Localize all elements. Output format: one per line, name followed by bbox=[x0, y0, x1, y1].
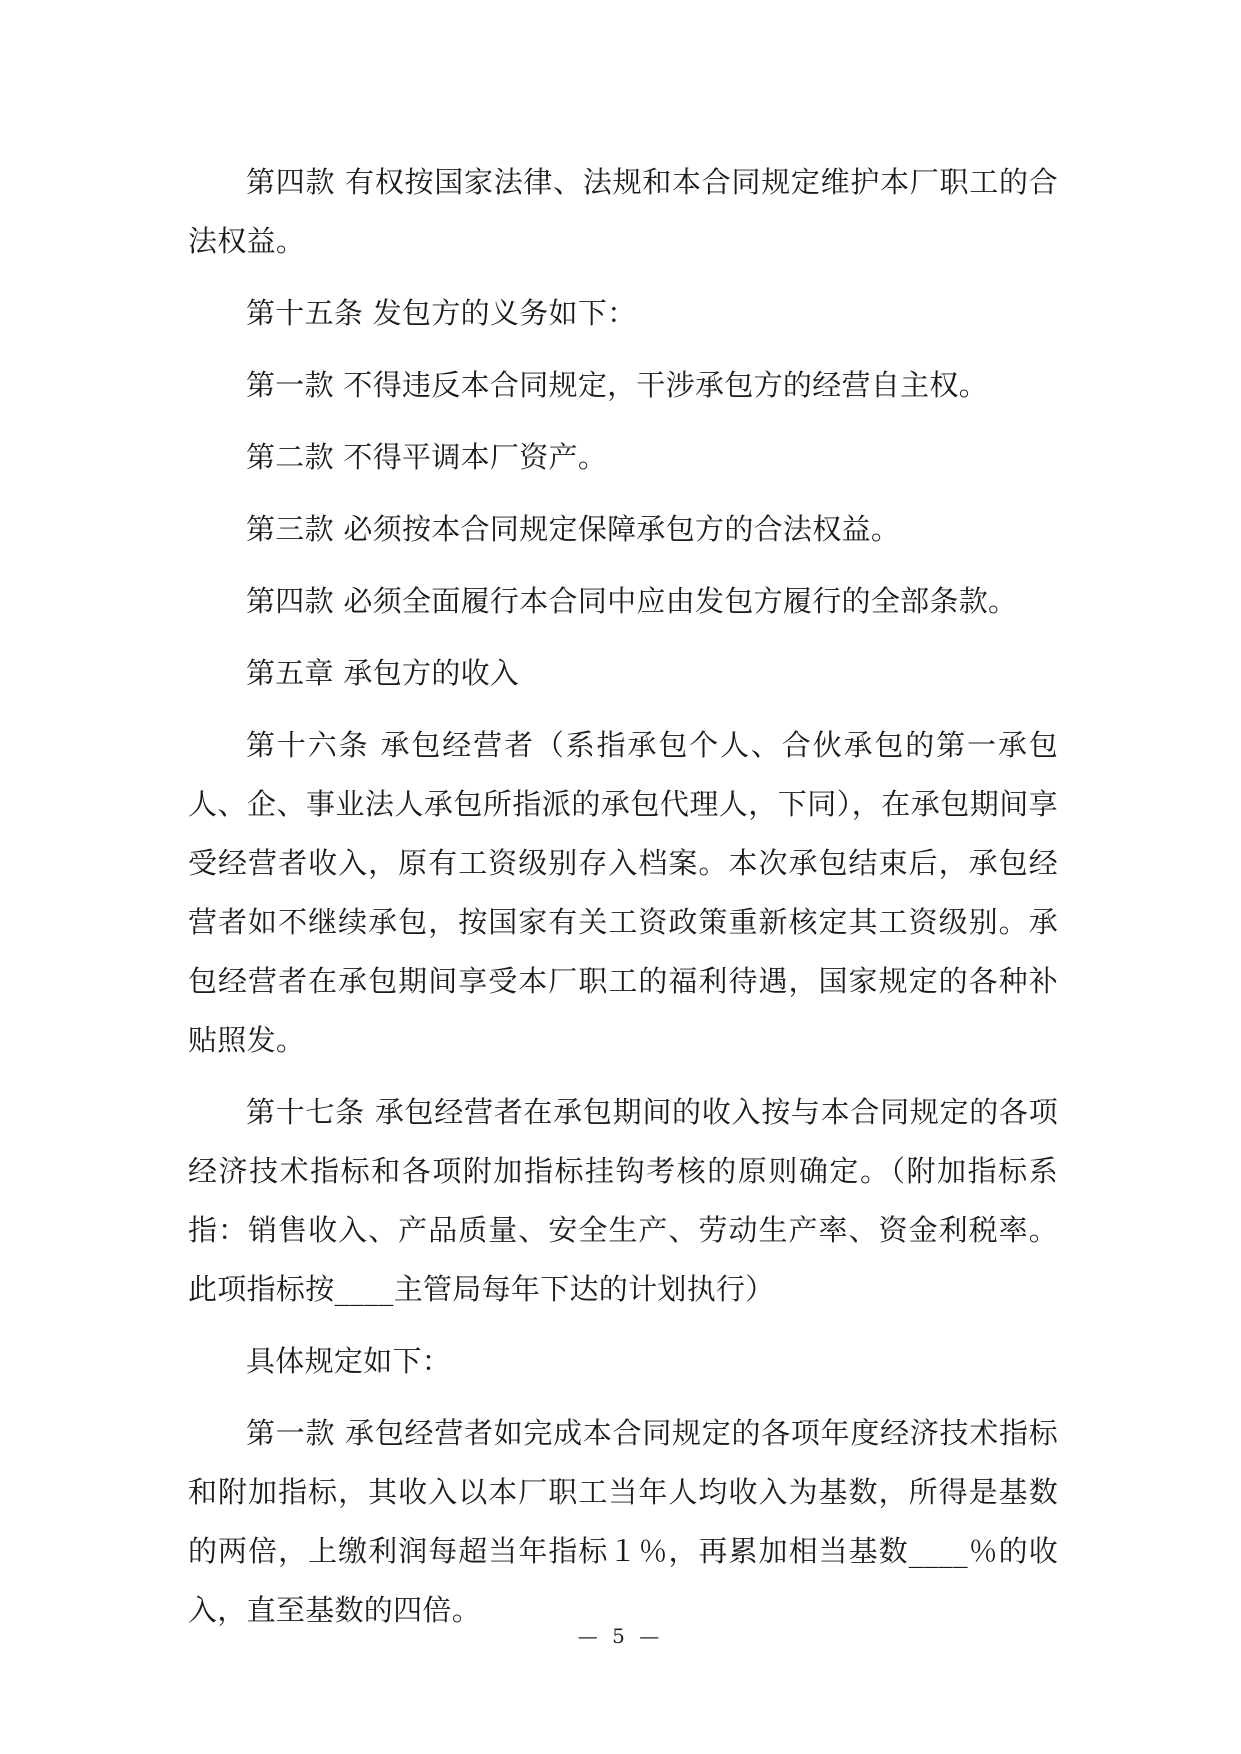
paragraph-clause-3: 第三款 必须按本合同规定保障承包方的合法权益。 bbox=[246, 512, 901, 546]
paragraph-article-17: 第十七条 承包经营者在承包期间的收入按与本合同规定的各项经济技术指标和各项附加指标挂钩考核的原则确定。（附加指标系指：销售收入、产品质量、安全生产、劳动生产率、资金利税率。此项指标按____主管局每年下达的计划执行） bbox=[188, 1095, 1058, 1306]
paragraph-clause-4-duties: 第四款 必须全面履行本合同中应由发包方履行的全部条款。 bbox=[246, 584, 1018, 618]
document-body bbox=[188, 153, 1058, 1653]
paragraph-specific-provisions: 具体规定如下： bbox=[246, 1344, 452, 1378]
paragraph-clause-2: 第二款 不得平调本厂资产。 bbox=[246, 440, 608, 474]
chapter-heading-5: 第五章 承包方的收入 bbox=[246, 656, 520, 690]
paragraph-article-15: 第十五条 发包方的义务如下： bbox=[246, 296, 637, 330]
paragraph-income-clause-1: 第一款 承包经营者如完成本合同规定的各项年度经济技术指标和附加指标，其收入以本厂职工当年人均收入为基数，所得是基数的两倍，上缴利润每超当年指标１％，再累加相当基数____％的收入，直至基数的四倍。 bbox=[188, 1416, 1058, 1627]
paragraph-article-16: 第十六条 承包经营者（系指承包个人、合伙承包的第一承包人、企、事业法人承包所指派的承包代理人，下同），在承包期间享受经营者收入，原有工资级别存入档案。本次承包结束后，承包经营者如不继续承包，按国家有关工资政策重新核定其工资级别。承包经营者在承包期间享受本厂职工的福利待遇，国家规定的各种补贴照发。 bbox=[188, 728, 1058, 1057]
paragraph-clause-4-rights: 第四款 有权按国家法律、法规和本合同规定维护本厂职工的合法权益。 bbox=[188, 165, 1058, 258]
paragraph-clause-1: 第一款 不得违反本合同规定，干涉承包方的经营自主权。 bbox=[246, 368, 989, 402]
page-number: — 5 — bbox=[577, 1624, 664, 1648]
